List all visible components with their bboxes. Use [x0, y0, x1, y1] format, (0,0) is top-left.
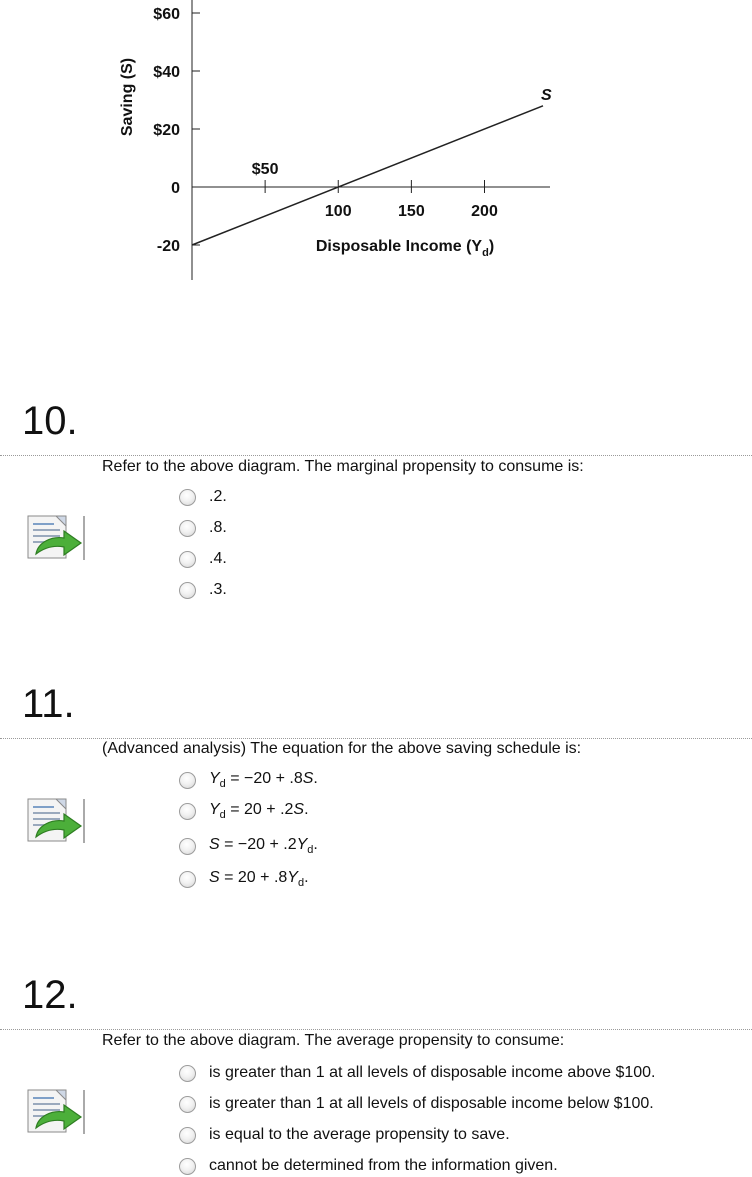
answer-label-part: is equal to the average propensity to save.: [209, 1126, 510, 1143]
answer-radio[interactable]: [179, 582, 196, 599]
saving-function-chart: [0, 0, 752, 290]
y-tick-label: 0: [171, 180, 180, 197]
x-axis-label-close: ): [488, 238, 495, 255]
answer-option[interactable]: [179, 548, 227, 570]
answer-radio[interactable]: [179, 520, 196, 537]
answer-label: [209, 1064, 656, 1082]
question-number: 12.: [22, 973, 78, 1017]
answer-option[interactable]: [179, 579, 227, 601]
saving-line-label: S: [541, 86, 552, 104]
answer-label-part: .: [313, 769, 318, 787]
answer-label-part: Y: [296, 835, 308, 853]
answer-label-part: d: [219, 778, 226, 791]
question-prompt: Refer to the above diagram. The average propensity to consume:: [102, 1032, 565, 1049]
answer-label: [209, 836, 318, 856]
answer-label-part: S: [293, 800, 305, 818]
answer-radio[interactable]: [179, 1158, 196, 1175]
answer-label-part: cannot be determined from the information given.: [209, 1157, 558, 1174]
answer-label-part: .: [304, 868, 309, 886]
answer-radio[interactable]: [179, 772, 196, 789]
answer-option[interactable]: [179, 1093, 654, 1115]
answer-radio[interactable]: [179, 1065, 196, 1082]
answer-option[interactable]: [179, 1155, 558, 1177]
answer-label-part: Y: [287, 868, 298, 886]
answer-option[interactable]: [179, 868, 309, 890]
answer-label: [209, 1095, 654, 1113]
answer-label: [209, 1157, 558, 1175]
answer-label-part: .2.: [209, 488, 227, 505]
answer-label-part: Y: [209, 769, 220, 787]
answer-radio[interactable]: [179, 871, 196, 888]
answer-option[interactable]: [179, 1124, 510, 1146]
document-arrow-icon[interactable]: [26, 514, 86, 562]
answer-label-part: .4.: [209, 550, 227, 567]
answer-label: [209, 550, 227, 568]
answer-radio[interactable]: [179, 838, 196, 855]
answer-radio[interactable]: [179, 1096, 196, 1113]
answer-option[interactable]: [179, 835, 318, 857]
document-arrow-icon[interactable]: [26, 1088, 86, 1136]
answer-label-part: Y: [209, 800, 220, 818]
question-number: 10.: [22, 399, 78, 443]
answer-label-part: is greater than 1 at all levels of disposable income above $100.: [209, 1064, 656, 1081]
answer-label-part: d: [219, 809, 226, 822]
answer-radio[interactable]: [179, 489, 196, 506]
answer-label-part: is greater than 1 at all levels of disposable income below $100.: [209, 1095, 654, 1112]
answer-label-part: = 20 + .8: [219, 868, 288, 886]
question-separator: [0, 1029, 752, 1030]
answer-label-part: .: [313, 835, 318, 853]
answer-label: [209, 1126, 510, 1144]
answer-option[interactable]: [179, 1062, 656, 1084]
answer-label: [209, 519, 227, 537]
answer-label: [209, 869, 309, 889]
answer-label-part: .: [304, 800, 309, 818]
x-axis-label-sub: d: [482, 247, 489, 259]
answer-option[interactable]: [179, 769, 318, 791]
x-tick-label: $50: [251, 161, 279, 178]
answer-label: [209, 801, 309, 821]
y-tick-label: -20: [156, 238, 180, 255]
answer-label-part: .8.: [209, 519, 227, 536]
question-number: 11.: [22, 682, 75, 726]
question-separator: [0, 455, 752, 456]
answer-label-part: = −20 + .2: [219, 835, 297, 853]
answer-label: [209, 770, 318, 790]
answer-radio[interactable]: [179, 1127, 196, 1144]
answer-radio[interactable]: [179, 803, 196, 820]
answer-label: [209, 488, 227, 506]
answer-label-part: S: [302, 769, 314, 787]
x-tick-label: 150: [398, 203, 425, 220]
answer-label-part: = −20 + .8: [225, 769, 303, 787]
x-tick-label: 100: [324, 203, 352, 220]
saving-line: [192, 106, 543, 245]
question-separator: [0, 738, 752, 739]
answer-label: [209, 581, 227, 599]
document-arrow-icon[interactable]: [26, 797, 86, 845]
x-axis-label-main: Disposable Income (Y: [315, 238, 483, 255]
answer-label-part: = 20 + .2: [225, 800, 294, 818]
x-tick-label: 200: [471, 203, 498, 220]
x-axis-label: [316, 238, 494, 259]
answer-label-part: S: [209, 835, 220, 853]
answer-label-part: S: [209, 868, 220, 886]
answer-label-part: d: [297, 877, 305, 890]
answer-label-part: .3.: [209, 581, 227, 598]
y-axis-label: Saving (S): [119, 57, 136, 137]
y-tick-label: $20: [153, 122, 180, 139]
y-tick-label: $60: [153, 6, 180, 23]
question-prompt: Refer to the above diagram. The marginal propensity to consume is:: [102, 458, 584, 475]
answer-option[interactable]: [179, 517, 227, 539]
answer-label-part: d: [307, 844, 314, 857]
answer-option[interactable]: [179, 800, 309, 822]
answer-radio[interactable]: [179, 551, 196, 568]
y-tick-label: $40: [153, 64, 180, 81]
question-prompt: (Advanced analysis) The equation for the above saving schedule is:: [102, 740, 582, 757]
answer-option[interactable]: [179, 486, 227, 508]
